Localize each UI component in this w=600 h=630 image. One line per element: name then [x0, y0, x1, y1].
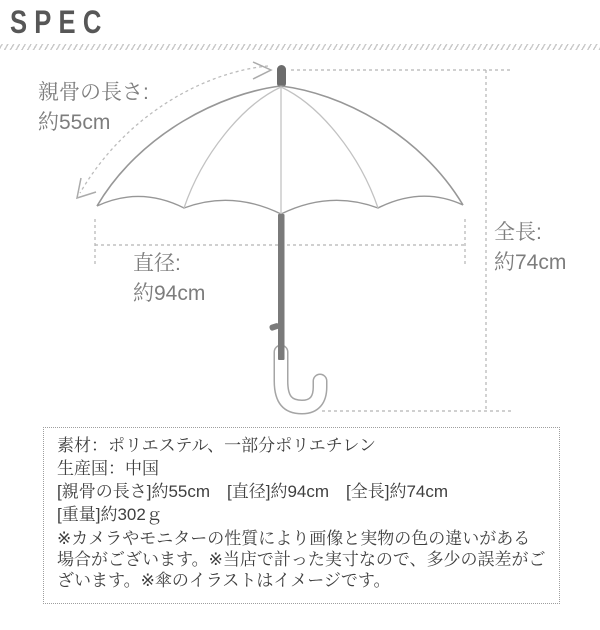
diameter-label [133, 249, 205, 309]
spec-notes-text: ※カメラやモニターの性質により画像と実物の色の違いがある場合がございます。※当店で計った実寸なので、多少の誤差がございます。※傘のイラストはイメージです。 [57, 529, 546, 590]
diameter-title: 直径: [133, 252, 181, 275]
spec-material-line: 素材：ポリエステル、一部分ポリエチレン [57, 436, 377, 455]
umbrella-ferrule [277, 65, 286, 88]
page-title: SPEC [10, 4, 109, 40]
spec-weight-line: [重量]約302ｇ [57, 505, 163, 524]
spec-dimensions-line: [親骨の長さ]約55cm [直径]約94cm [全長]約74cm [57, 482, 449, 501]
umbrella-canopy [97, 86, 463, 214]
umbrella-handle [281, 352, 320, 407]
total-length-title: 全長: [494, 221, 542, 244]
total-length-label [494, 218, 566, 278]
rib-length-label [38, 78, 149, 138]
spec-country-line: 生産国：中国 [57, 459, 159, 478]
spec-box [43, 427, 560, 604]
umbrella-shaft [269, 214, 285, 360]
total-length-value: 約74cm [494, 251, 567, 274]
rib-length-title: 親骨の長さ: [38, 81, 149, 104]
diameter-value: 約94cm [133, 282, 206, 305]
rib-length-value: 約55cm [38, 111, 111, 134]
